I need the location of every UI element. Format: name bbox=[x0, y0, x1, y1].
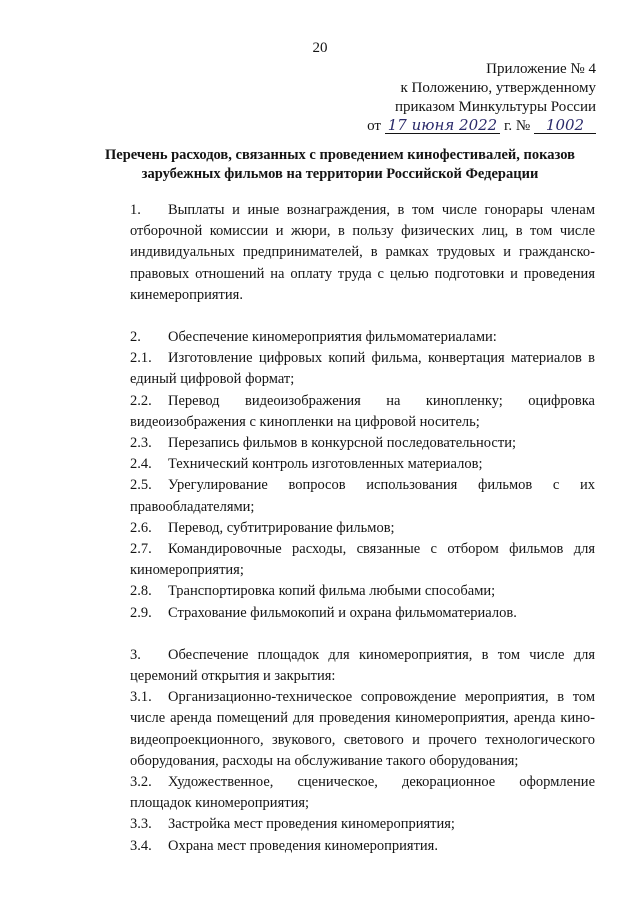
item-number: 3.2. bbox=[130, 774, 152, 791]
item-number: 2.2. bbox=[130, 392, 152, 409]
list-item bbox=[130, 814, 595, 835]
list-item bbox=[130, 603, 595, 624]
item-number: 2. bbox=[130, 329, 141, 346]
item-text: Застройка мест проведения киномероприятия; bbox=[168, 816, 455, 833]
item-number: 1. bbox=[130, 202, 141, 218]
item-text: Страхование фильмокопий и охрана фильмоматериалов. bbox=[168, 604, 517, 621]
list-item bbox=[130, 475, 595, 517]
list-item bbox=[130, 581, 595, 602]
appendix-date-line bbox=[367, 117, 596, 136]
item-number: 2.5. bbox=[130, 477, 152, 494]
item-text: Урегулирование вопросов использования фильмов с их правообладателями; bbox=[130, 477, 595, 515]
item-number: 3.3. bbox=[130, 816, 152, 833]
item-text: Охрана мест проведения киномероприятия. bbox=[168, 837, 438, 854]
list-item bbox=[130, 836, 595, 857]
item-number: 2.7. bbox=[130, 541, 152, 558]
list-item bbox=[130, 391, 595, 433]
list-item bbox=[130, 687, 595, 772]
title-line-1: Перечень расходов, связанных с проведением кинофестивалей, показов bbox=[105, 147, 575, 163]
appendix-title: Приложение № 4 bbox=[486, 61, 596, 77]
appendix-order: приказом Минкультуры России bbox=[394, 99, 596, 115]
item-text: Художественное, сценическое, декорационное оформление площадок киномероприятия; bbox=[130, 774, 595, 812]
list-item bbox=[130, 433, 595, 454]
from-prefix: от bbox=[367, 118, 381, 134]
item-text: Командировочные расходы, связанные с отбором фильмов для киномероприятия; bbox=[130, 541, 595, 579]
item-number: 3.4. bbox=[130, 837, 152, 854]
item-text: Изготовление цифровых копий фильма, конвертация материалов в единый цифровой формат; bbox=[130, 350, 595, 388]
appendix-regulation: к Положению, утвержденному bbox=[400, 80, 596, 96]
list-item bbox=[130, 348, 595, 390]
appendix-header bbox=[367, 60, 596, 136]
item-number: 2.1. bbox=[130, 350, 152, 367]
document-title bbox=[90, 146, 590, 184]
page-number: 20 bbox=[312, 40, 328, 56]
list-item bbox=[130, 200, 595, 306]
item-text: Технический контроль изготовленных материалов; bbox=[168, 456, 483, 473]
item-text: Обеспечение площадок для киномероприятия, в том числе для церемоний открытия и закрытия: bbox=[130, 646, 595, 685]
item-number: 2.4. bbox=[130, 456, 152, 473]
handwritten-date: 17 июня 2022 bbox=[385, 117, 500, 134]
item-text: Обеспечение киномероприятия фильмоматериалами: bbox=[168, 329, 497, 346]
list-item bbox=[130, 645, 595, 687]
item-text: Перевод видеоизображения на кинопленку; оцифровка видеоизображения с кинопленки на цифровой носитель; bbox=[130, 392, 595, 430]
item-number: 2.6. bbox=[130, 519, 152, 536]
item-number: 2.3. bbox=[130, 435, 152, 452]
item-number: 2.8. bbox=[130, 583, 152, 600]
handwritten-order-number: 1002 bbox=[534, 117, 596, 134]
list-item bbox=[130, 518, 595, 539]
item-number: 3.1. bbox=[130, 689, 152, 706]
item-number: 2.9. bbox=[130, 604, 152, 621]
year-number-suffix: г. № bbox=[503, 118, 531, 134]
item-text: Перевод, субтитрирование фильмов; bbox=[168, 519, 395, 536]
item-text: Транспортировка копий фильма любыми способами; bbox=[168, 583, 496, 600]
expense-list bbox=[130, 200, 595, 857]
item-number: 3. bbox=[130, 646, 141, 663]
list-item bbox=[130, 327, 595, 348]
item-text: Перезапись фильмов в конкурсной последовательности; bbox=[168, 435, 516, 452]
item-text: Организационно-техническое сопровождение мероприятия, в том числе аренда помещений для проведения киномероприятия, аренда кино-видеопроекционного, звукового, светового и прочего технологического оборудования, расходы на обслуживание такого оборудования; bbox=[130, 689, 595, 769]
title-line-2: зарубежных фильмов на территории Российской Федерации bbox=[141, 166, 539, 182]
item-text: Выплаты и иные вознаграждения, в том числе гонорары членам отборочной комиссии и жюри, в пользу физических лиц, в том числе индивидуальных предпринимателей, в рамках трудовых и гражданско-правовых отношений на оплату труда с целью подготовки и проведения кинемероприятия. bbox=[130, 202, 595, 303]
list-item bbox=[130, 772, 595, 814]
list-item bbox=[130, 454, 595, 475]
list-item bbox=[130, 539, 595, 581]
